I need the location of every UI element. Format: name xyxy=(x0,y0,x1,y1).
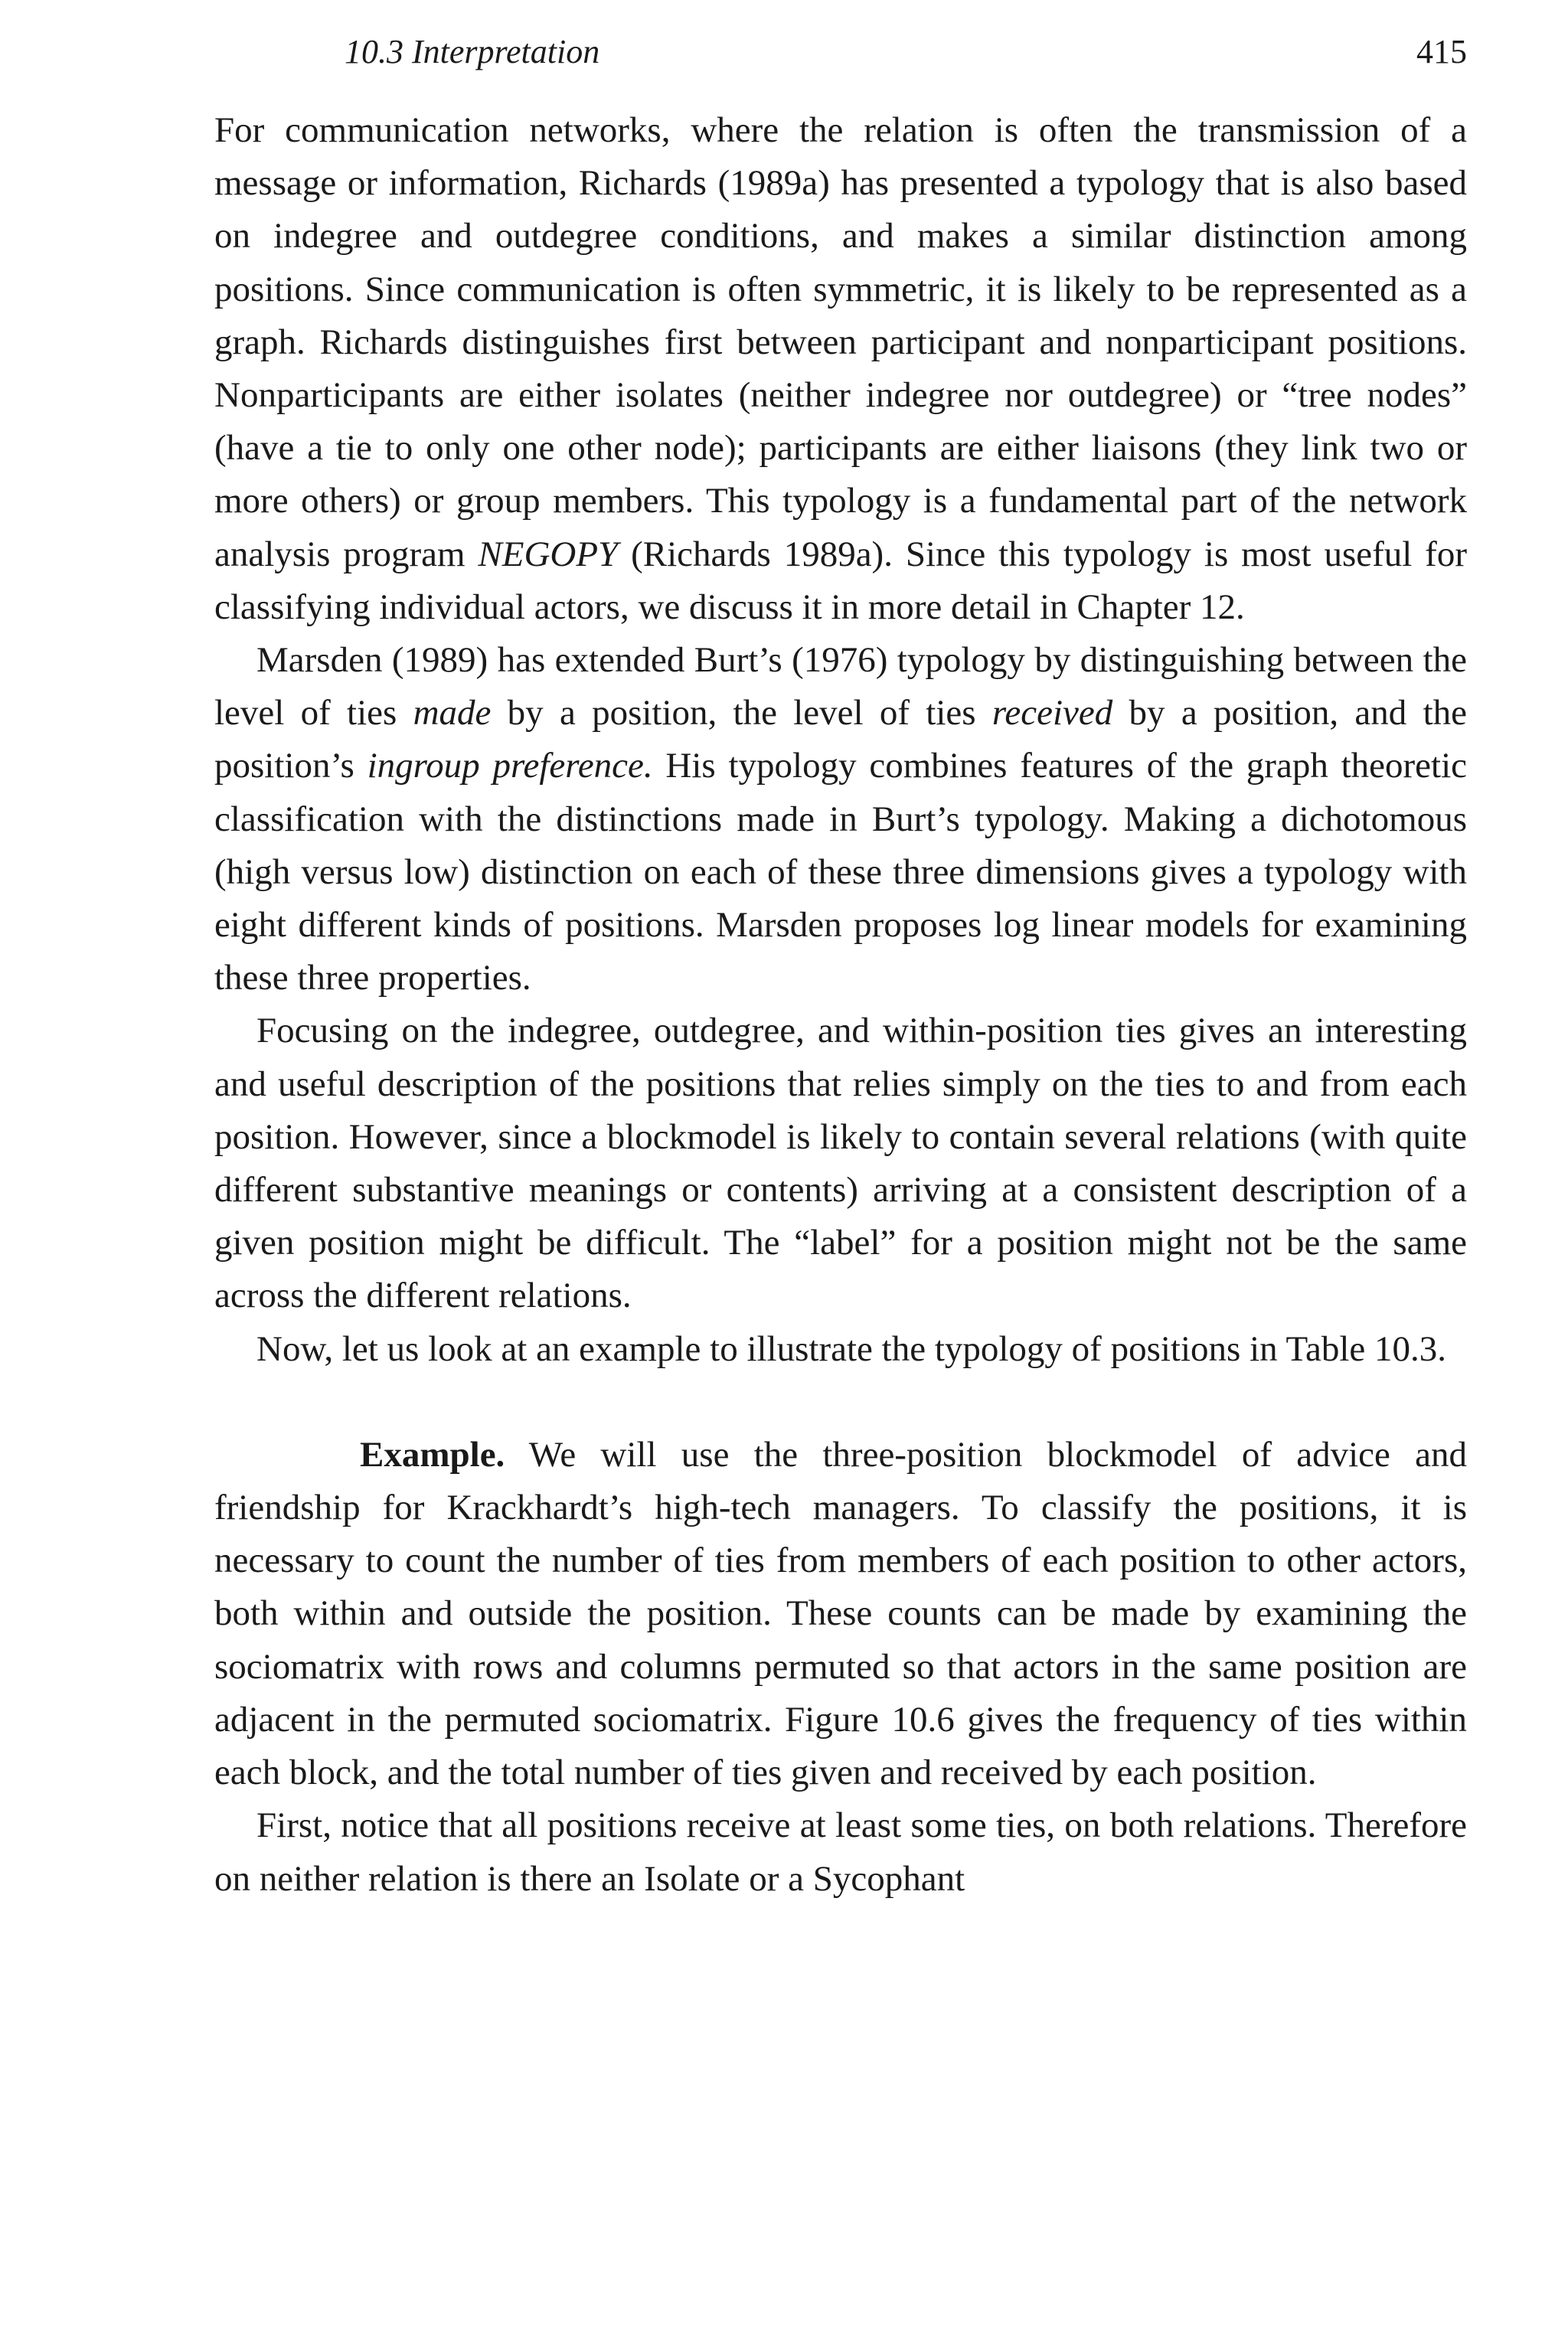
paragraph-marsden xyxy=(214,634,1467,1005)
paragraph-text: First, notice that all positions receive at least some ties, on both relations. Therefore on neither relation is there an Isolate or a Sycophant xyxy=(214,1805,1467,1899)
paragraph-first-notice xyxy=(214,1799,1467,1905)
example-lead: Example. xyxy=(360,1434,505,1475)
emphasis-made: made xyxy=(413,693,492,733)
paragraph-text: For communication networks, where the relation is often the transmission of a message or information, Richards (1989a) has presented a typology that is also based on indegree and outdegree conditions, and makes a similar distinction among positions. Since communication is often symmetric, it is likely to be represented as a graph. Richards distinguishes first between participant and nonparticipant positions. Nonparticipants are either isolates (neither indegree nor outdegree) or “tree nodes” (have a tie to only one other node); participants are either liaisons (they link two or more others) or group members. This typology is a fundamental part of the network analysis program xyxy=(214,110,1467,574)
paragraph-text: His typology combines features of the graph theoretic classification with the distinctions made in Burt’s typology. Making a dichotomous (high versus low) distinction on each of these three dimensions gives a typology with eight different kinds of positions. Marsden proposes log linear models for examining these three properties. xyxy=(214,746,1467,998)
paragraph-focusing xyxy=(214,1005,1467,1322)
paragraph-text: Marsden (1989) has extended Burt’s (1976) typology by distinguishing between the level of ties xyxy=(214,640,1467,733)
paragraph-text: (Richards 1989a). Since this typology is most useful for classifying individual actors, we discuss it in more detail in Chapter 12. xyxy=(214,534,1467,627)
paragraph-richards xyxy=(214,104,1467,634)
running-title: 10.3 Interpretation xyxy=(345,33,600,70)
page-number: 415 xyxy=(1416,33,1467,70)
body-text xyxy=(214,104,1467,1906)
paragraph-example xyxy=(214,1429,1467,1799)
emphasis-received: received xyxy=(991,693,1113,733)
running-head xyxy=(214,29,1467,75)
paragraph-text: Now, let us look at an example to illustrate the typology of positions in Table 10.3. xyxy=(256,1328,1447,1369)
book-page xyxy=(214,29,1467,1906)
paragraph-now xyxy=(214,1323,1467,1376)
emphasis-ingroup-preference: ingroup preference. xyxy=(367,746,653,786)
paragraph-text: Focusing on the indegree, outdegree, and within-position ties gives an interesting and useful description of the positions that relies simply on the ties to and from each position. However, since a blockmodel is likely to contain several relations (with quite different substantive meanings or contents) arriving at a consistent description of a given position might be difficult. The “label” for a position might not be the same across the different relations. xyxy=(214,1011,1467,1316)
paragraph-text: We will use the three-position blockmodel of advice and friendship for Krackhardt’s high-tech managers. To classify the positions, it is necessary to count the number of ties from members of each position to other actors, both within and outside the position. These counts can be made by examining the sociomatrix with rows and columns permuted so that actors in the same position are adjacent in the permuted sociomatrix. Figure 10.6 gives the frequency of ties within each block, and the total number of ties given and received by each position. xyxy=(214,1434,1467,1793)
paragraph-text: by a position, and the position’s xyxy=(214,693,1467,786)
program-name: NEGOPY xyxy=(478,534,619,574)
paragraph-text: by a position, the level of ties xyxy=(491,693,992,733)
